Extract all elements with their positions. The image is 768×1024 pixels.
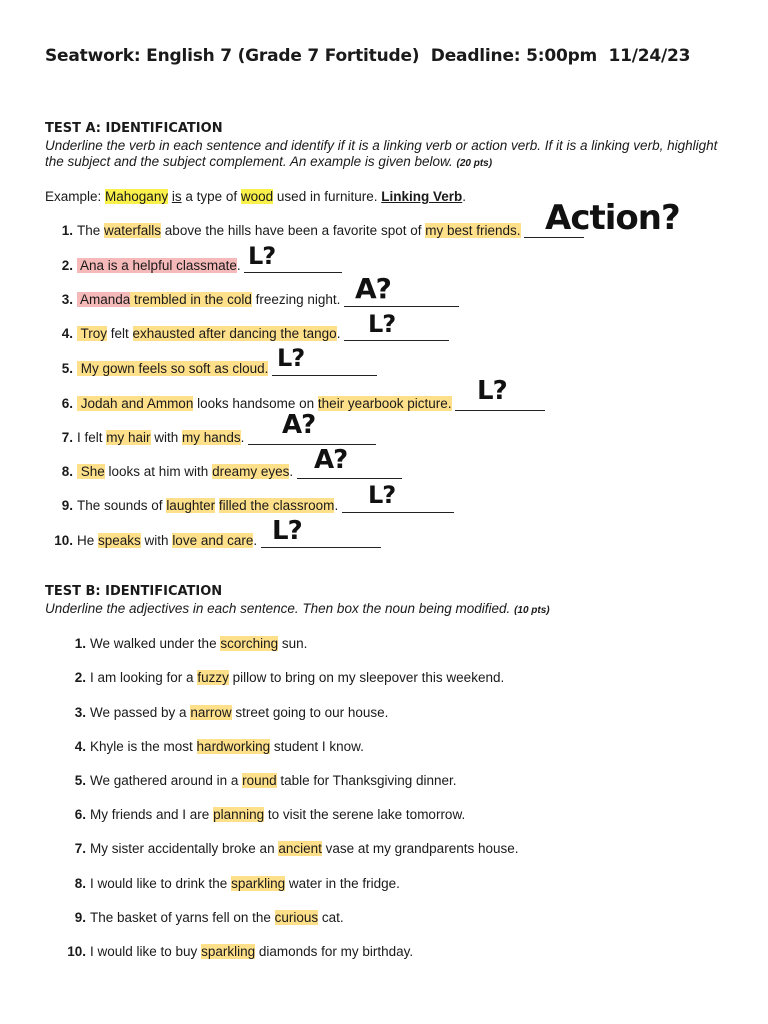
sentence-text: My sister accidentally broke an (90, 841, 279, 856)
highlighted-phrase: exhausted after dancing the tango (132, 326, 337, 341)
handwritten-answer: L? (368, 310, 396, 338)
test-b-item (66, 704, 388, 722)
handwritten-answer: L? (272, 516, 302, 546)
sentence-text: cat. (318, 910, 344, 925)
sentence-text: . (289, 464, 297, 479)
example-subject: Mahogany (105, 189, 169, 204)
item-number: 6. (74, 807, 86, 822)
sentence-text: He (77, 533, 99, 548)
test-b-heading: TEST B: IDENTIFICATION (45, 584, 223, 599)
sentence-text: above the hills have been a favorite spot of (161, 223, 426, 238)
test-b-item (66, 806, 465, 824)
highlighted-adjective: ancient (278, 841, 322, 856)
test-b-item (66, 909, 344, 927)
handwritten-answer: A? (314, 445, 348, 475)
highlighted-phrase: my best friends. (425, 223, 521, 238)
item-number: 1. (61, 223, 73, 238)
sentence-text: We gathered around in a (90, 773, 243, 788)
item-number: 9. (61, 498, 73, 513)
sentence-text: The (77, 223, 105, 238)
handwritten-answer: L? (368, 481, 396, 509)
item-number: 9. (74, 910, 86, 925)
item-number: 3. (74, 705, 86, 720)
test-a-item (45, 257, 342, 275)
item-number: 8. (74, 876, 86, 891)
sentence-text: We walked under the (90, 636, 221, 651)
highlighted-adjective: sparkling (201, 944, 256, 959)
example-complement: wood (240, 189, 274, 204)
highlighted-adjective: narrow (190, 705, 232, 720)
sentence-text: Khyle is the most (90, 739, 197, 754)
test-b-item (66, 738, 364, 756)
highlighted-phrase: waterfalls (104, 223, 162, 238)
highlighted-phrase: Jodah and Ammon (77, 396, 194, 411)
highlighted-adjective: fuzzy (197, 670, 229, 685)
sentence-text: I felt (77, 430, 107, 445)
sentence-text: diamonds for my birthday. (255, 944, 414, 959)
highlighted-adjective: planning (213, 807, 265, 822)
highlighted-phrase: speaks (98, 533, 141, 548)
sentence-text: felt (107, 326, 133, 341)
handwritten-answer: L? (248, 242, 276, 270)
highlighted-phrase: their yearbook picture. (317, 396, 452, 411)
sentence-text: . (240, 430, 249, 445)
answer-blank (342, 498, 454, 513)
highlighted-phrase: Ana (77, 258, 105, 273)
handwritten-answer: L? (477, 376, 507, 406)
highlighted-adjective: sparkling (231, 876, 286, 891)
highlighted-phrase: classmate (176, 258, 237, 273)
test-b-instructions (45, 601, 725, 619)
highlighted-phrase: is a helpful (104, 258, 177, 273)
test-a-item (45, 360, 377, 378)
highlighted-phrase: Amanda (77, 292, 131, 307)
example-answer: Linking Verb (381, 189, 463, 204)
example-rest: used in furniture. (273, 189, 382, 204)
test-b-points: (10 pts) (514, 605, 550, 616)
test-b-item (66, 840, 519, 858)
item-number: 4. (74, 739, 86, 754)
sentence-text: I am looking for a (90, 670, 198, 685)
sentence-text: looks at him with (104, 464, 213, 479)
highlighted-phrase: My gown feels so soft as cloud. (77, 361, 269, 376)
test-b-item (66, 772, 457, 790)
example-label: Example: (45, 189, 106, 204)
example-verb: is (171, 189, 182, 204)
highlighted-phrase: filled the classroom (218, 498, 335, 513)
sentence-text: student I know. (270, 739, 364, 754)
example-mid: a type of (181, 189, 241, 204)
highlighted-phrase: laughter (166, 498, 216, 513)
highlighted-phrase: Troy (77, 326, 108, 341)
sentence-text: looks handsome on (193, 396, 318, 411)
sentence-text: with (140, 533, 173, 548)
sentence-text: street going to our house. (231, 705, 389, 720)
item-number: 4. (61, 326, 73, 341)
answer-blank (297, 464, 402, 479)
sentence-text: with (150, 430, 183, 445)
item-number: 7. (74, 841, 86, 856)
test-a-item (45, 291, 459, 309)
sentence-text: I would like to buy (90, 944, 202, 959)
sentence-text: table for Thanksgiving dinner. (276, 773, 457, 788)
test-a-instructions-text: Underline the verb in each sentence and identify if it is a linking verb or action verb. If it is a linking verb, highlight the subject and the subject complement. An example is given below. (45, 138, 718, 169)
test-a-heading: TEST A: IDENTIFICATION (45, 121, 223, 136)
sentence-text: vase at my grandparents house. (321, 841, 519, 856)
item-number: 2. (74, 670, 86, 685)
sentence-text: . (253, 533, 261, 548)
page-title: Seatwork: English 7 (Grade 7 Fortitude) Deadline: 5:00pm 11/24/23 (45, 46, 691, 66)
handwritten-answer: Action? (545, 198, 680, 238)
highlighted-phrase: dreamy eyes (212, 464, 290, 479)
highlighted-adjective: round (242, 773, 277, 788)
sentence-text: freezing night. (251, 292, 345, 307)
item-number: 6. (61, 396, 73, 411)
test-a-item (45, 463, 402, 481)
highlighted-adjective: scorching (220, 636, 279, 651)
sentence-text: My friends and I are (90, 807, 214, 822)
sentence-text: to visit the serene lake tomorrow. (264, 807, 466, 822)
sentence-text: The basket of yarns fell on the (90, 910, 275, 925)
item-number: 7. (61, 430, 73, 445)
highlighted-phrase: trembled in the cold (130, 292, 252, 307)
highlighted-adjective: hardworking (196, 739, 271, 754)
example-line (45, 188, 466, 206)
sentence-text: I would like to drink the (90, 876, 232, 891)
example-end: . (462, 189, 467, 204)
handwritten-answer: L? (277, 344, 305, 372)
highlighted-phrase: my hair (106, 430, 151, 445)
test-a-item (45, 222, 584, 240)
highlighted-phrase: She (77, 464, 105, 479)
sentence-text: . (336, 326, 345, 341)
item-number: 5. (61, 361, 73, 376)
sentence-text: The sounds of (77, 498, 167, 513)
test-b-instructions-text: Underline the adjectives in each sentence. Then box the noun being modified. (45, 601, 511, 616)
item-number: 2. (61, 258, 73, 273)
answer-blank (344, 326, 449, 341)
test-b-item (66, 635, 307, 653)
highlighted-adjective: curious (274, 910, 319, 925)
sentence-text: pillow to bring on my sleepover this weekend. (228, 670, 505, 685)
test-b-item (66, 875, 400, 893)
item-number: 3. (61, 292, 73, 307)
highlighted-phrase: love and care (172, 533, 254, 548)
item-number: 10. (54, 533, 73, 548)
sentence-text: water in the fridge. (285, 876, 400, 891)
test-b-item (66, 943, 413, 961)
handwritten-answer: A? (355, 272, 391, 305)
sentence-text: . (334, 498, 342, 513)
test-b-item (66, 669, 504, 687)
test-a-instructions (45, 138, 725, 172)
item-number: 10. (67, 944, 86, 959)
test-a-points: (20 pts) (456, 158, 493, 169)
highlighted-phrase: my hands (182, 430, 241, 445)
item-number: 1. (74, 636, 86, 651)
sentence-text: sun. (278, 636, 308, 651)
item-number: 5. (74, 773, 86, 788)
test-a-item (45, 532, 381, 550)
sentence-text: We passed by a (90, 705, 191, 720)
handwritten-answer: A? (282, 410, 316, 440)
sentence-text: . (236, 258, 245, 273)
item-number: 8. (61, 464, 73, 479)
